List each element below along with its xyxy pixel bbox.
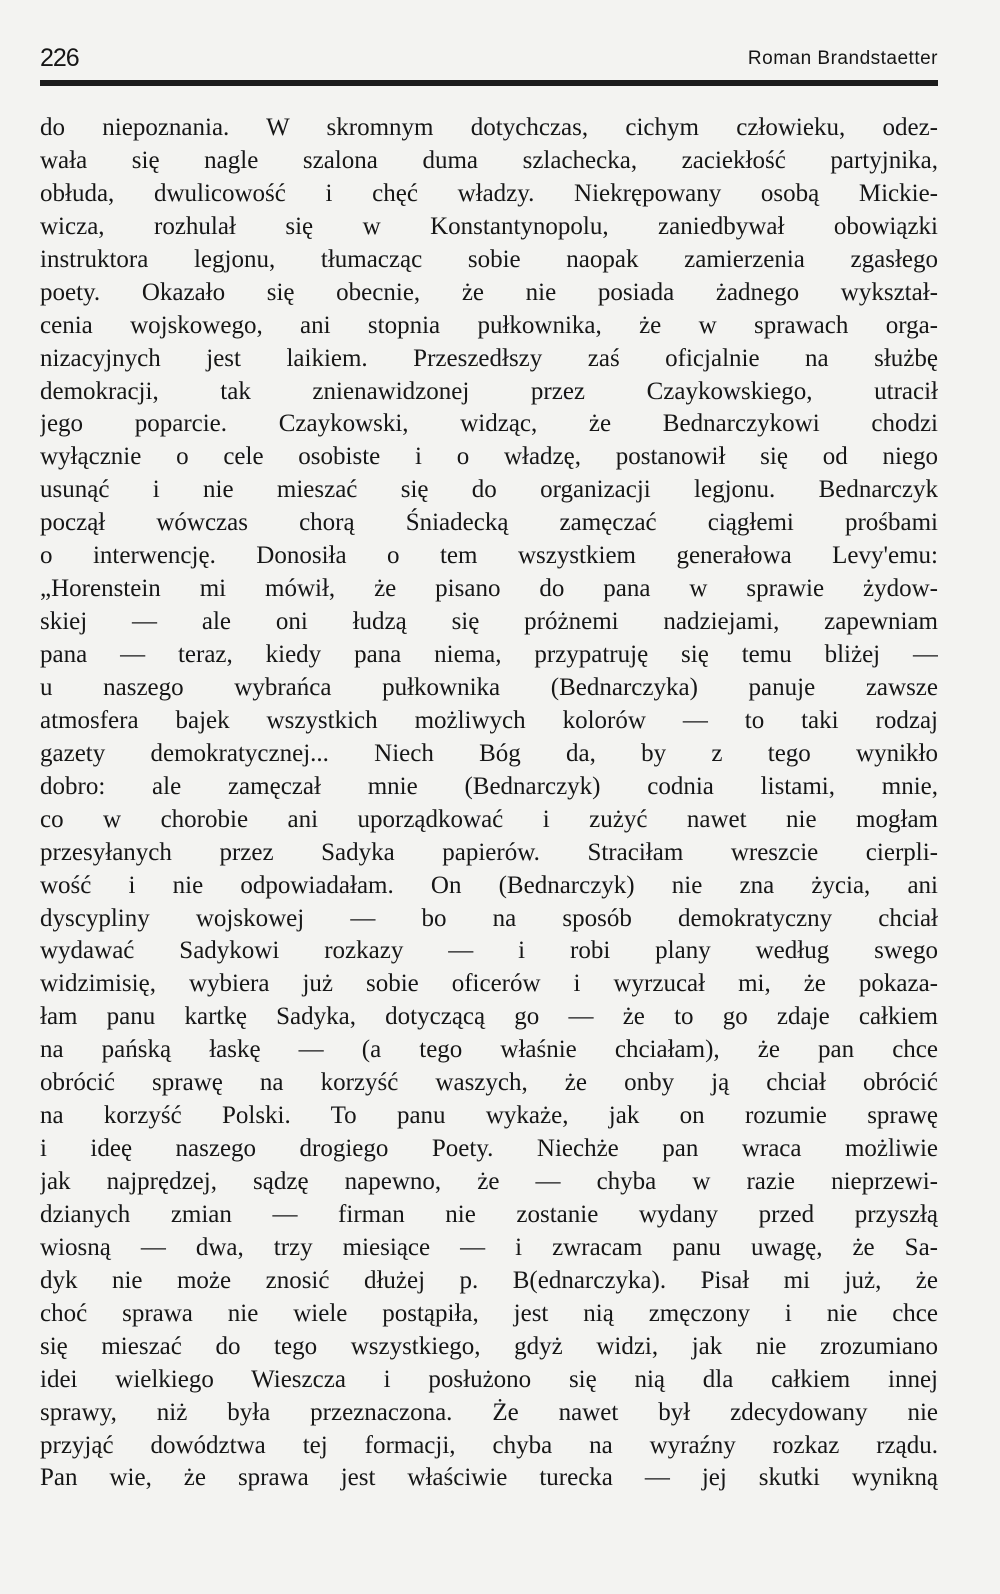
text-line: skiej — ale oni łudzą się próżnemi nadziejami, zapewniam	[40, 608, 938, 636]
page-number: 226	[40, 44, 79, 72]
text-line: obłuda, dwulicowość i chęć władzy. Niekrępowany osobą Mickie-	[40, 179, 938, 207]
text-line: jego poparcie. Czaykowski, widząc, że Bednarczykowi chodzi	[40, 410, 938, 438]
text-line: pana — teraz, kiedy pana niema, przypatruję się temu bliżej —	[40, 641, 938, 668]
text-line: „Horenstein mi mówił, że pisano do pana w sprawie żydow-	[40, 575, 938, 603]
text-line: Pan wie, że sprawa jest właściwie turecka — jej skutki wynikną	[40, 1464, 938, 1492]
text-line: dzianych zmian — firman nie zostanie wydany przed przyszłą	[40, 1200, 938, 1228]
text-line: wiosną — dwa, trzy miesiące — i zwracam panu uwagę, że Sa-	[40, 1233, 938, 1261]
text-line: sprawy, niż była przeznaczona. Że nawet był zdecydowany nie	[40, 1398, 938, 1426]
text-line: dobro: ale zamęczał mnie (Bednarczyk) codnia listami, mnie,	[40, 772, 938, 800]
text-line: i ideę naszego drogiego Poety. Niechże pan wraca możliwie	[40, 1135, 938, 1163]
text-line: usunąć i nie mieszać się do organizacji legjonu. Bednarczyk	[40, 476, 938, 504]
text-line: wyłącznie o cele osobiste i o władzę, postanowił się od niego	[40, 443, 938, 471]
text-line: nizacyjnych jest laikiem. Przeszedłszy zaś oficjalnie na służbę	[40, 344, 938, 372]
text-line: na korzyść Polski. To panu wykaże, jak on rozumie sprawę	[40, 1102, 938, 1130]
page-header	[40, 44, 938, 74]
text-line: począł wówczas chorą Śniadecką zamęczać ciągłemi prośbami	[40, 509, 938, 537]
text-line: atmosfera bajek wszystkich możliwych kolorów — to taki rodzaj	[40, 706, 938, 734]
text-line: poety. Okazało się obecnie, że nie posiada żadnego wykształ-	[40, 278, 938, 306]
text-line: przesyłanych przez Sadyka papierów. Straciłam wreszcie cierpli-	[40, 838, 938, 866]
text-line: idei wielkiego Wieszcza i posłużono się nią dla całkiem innej	[40, 1365, 938, 1393]
header-rule	[40, 80, 938, 86]
text-line: instruktora legjonu, tłumacząc sobie naopak zamierzenia zgasłego	[40, 245, 938, 273]
text-line: się mieszać do tego wszystkiego, gdyż widzi, jak nie zrozumiano	[40, 1332, 938, 1360]
text-line: do niepoznania. W skromnym dotychczas, cichym człowieku, odez-	[40, 114, 938, 141]
text-line: u naszego wybrańca pułkownika (Bednarczyka) panuje zawsze	[40, 673, 938, 701]
text-line: co w chorobie ani uporządkować i zużyć nawet nie mogłam	[40, 805, 938, 833]
text-line: na pańską łaskę — (a tego właśnie chciałam), że pan chce	[40, 1036, 938, 1064]
text-line: przyjąć dowództwa tej formacji, chyba na wyraźny rozkaz rządu.	[40, 1431, 938, 1459]
text-line: wicza, rozhulał się w Konstantynopolu, zaniedbywał obowiązki	[40, 212, 938, 240]
text-line: obrócić sprawę na korzyść waszych, że onby ją chciał obrócić	[40, 1069, 938, 1097]
body-text	[40, 112, 938, 1495]
text-line: wość i nie odpowiadałam. On (Bednarczyk) nie zna życia, ani	[40, 871, 938, 899]
text-line: demokracji, tak znienawidzonej przez Czaykowskiego, utracił	[40, 377, 938, 405]
text-line: gazety demokratycznej... Niech Bóg da, by z tego wynikło	[40, 739, 938, 767]
text-line: łam panu kartkę Sadyka, dotyczącą go — że to go zdaje całkiem	[40, 1003, 938, 1031]
text-line: wała się nagle szalona duma szlachecka, zaciekłość partyjnika,	[40, 146, 938, 174]
text-line: jak najprędzej, sądzę napewno, że — chyba w razie nieprzewi-	[40, 1168, 938, 1195]
text-line: cenia wojskowego, ani stopnia pułkownika, że w sprawach orga-	[40, 311, 938, 339]
running-head-author: Roman Brandstaetter	[747, 48, 938, 69]
text-line: dyscypliny wojskowej — bo na sposób demokratyczny chciał	[40, 904, 938, 932]
text-line: choć sprawa nie wiele postąpiła, jest nią zmęczony i nie chce	[40, 1299, 938, 1327]
text-line: dyk nie może znosić dłużej p. B(ednarczyka). Pisał mi już, że	[40, 1266, 938, 1294]
text-line: o interwencję. Donosiła o tem wszystkiem generałowa Levy'emu:	[40, 542, 938, 570]
text-line: wydawać Sadykowi rozkazy — i robi plany według swego	[40, 937, 938, 965]
text-line: widzimisię, wybiera już sobie oficerów i wyrzucał mi, że pokaza-	[40, 970, 938, 998]
